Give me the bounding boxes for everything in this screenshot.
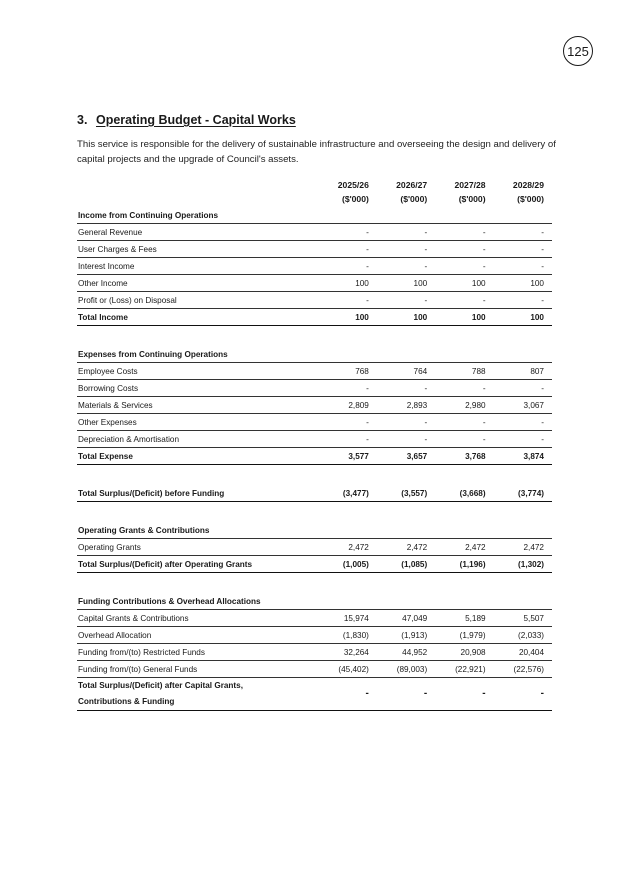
table-row [77,363,552,380]
year-header: 2026/27 [396,180,428,190]
total-label-line1: Total Surplus/(Deficit) after Capital Grants, [78,681,243,690]
row-value: - [377,414,435,431]
table-row [77,414,552,431]
total-value: 100 [494,309,552,326]
section-heading [77,113,296,127]
row-value: - [319,224,377,241]
year-header: 2027/28 [454,180,486,190]
total-row [77,678,552,711]
section-heading-row [77,207,552,224]
table-row [77,258,552,275]
row-label: Other Expenses [77,414,319,431]
row-value: - [494,414,552,431]
row-label: Capital Grants & Contributions [77,610,319,627]
row-value: - [377,380,435,397]
row-label: Funding from/(to) Restricted Funds [77,644,319,661]
table-row [77,644,552,661]
total-value: (3,668) [435,485,493,502]
total-label: Total Surplus/(Deficit) before Funding [77,485,319,502]
section-title: Operating Budget - Capital Works [96,113,296,127]
row-value: - [494,380,552,397]
row-value: 100 [494,275,552,292]
row-value: - [435,414,493,431]
row-value: 2,472 [319,539,377,556]
row-value: - [494,258,552,275]
total-value: (3,557) [377,485,435,502]
total-value: - [435,678,493,711]
row-value: - [377,258,435,275]
row-value: 2,893 [377,397,435,414]
total-row [77,556,552,573]
row-value: - [319,258,377,275]
unit-header: ($'000) [458,193,486,204]
total-value: 3,657 [377,448,435,465]
unit-header: ($'000) [400,193,428,204]
total-value: (1,196) [435,556,493,573]
row-value: - [494,431,552,448]
total-label: Total Income [77,309,319,326]
row-value: 5,189 [435,610,493,627]
total-row [77,485,552,502]
row-value: (22,921) [435,661,493,678]
table-row [77,661,552,678]
total-label-line2: Contributions & Funding [78,697,175,706]
row-value: - [377,241,435,258]
table-row [77,292,552,309]
row-value: - [435,292,493,309]
row-value: - [377,431,435,448]
section-number: 3. [77,113,88,127]
row-value: (1,830) [319,627,377,644]
total-label: Total Surplus/(Deficit) after Operating Grants [77,556,319,573]
row-label: Materials & Services [77,397,319,414]
row-label: Funding from/(to) General Funds [77,661,319,678]
row-value: - [319,431,377,448]
row-value: 100 [319,275,377,292]
row-value: (1,979) [435,627,493,644]
year-header: 2028/29 [512,180,544,190]
row-label: Operating Grants [77,539,319,556]
row-value: - [435,431,493,448]
table-row [77,610,552,627]
row-value: (1,913) [377,627,435,644]
year-header: 2025/26 [337,180,369,190]
total-value: 100 [435,309,493,326]
header-years-row [77,173,552,190]
table-row [77,627,552,644]
row-value: 807 [494,363,552,380]
expenses-heading: Expenses from Continuing Operations [77,346,552,363]
row-value: - [319,292,377,309]
section-heading-row [77,593,552,610]
row-value: 2,980 [435,397,493,414]
row-value: 20,404 [494,644,552,661]
budget-table [77,173,552,711]
total-value: - [377,678,435,711]
table-row [77,380,552,397]
total-value: - [494,678,552,711]
table-row [77,275,552,292]
row-value: - [377,292,435,309]
row-label: User Charges & Fees [77,241,319,258]
row-value: - [377,224,435,241]
row-value: 5,507 [494,610,552,627]
section-heading-row [77,346,552,363]
row-label: Employee Costs [77,363,319,380]
funding-heading: Funding Contributions & Overhead Allocations [77,593,552,610]
row-value: 3,067 [494,397,552,414]
row-value: 15,974 [319,610,377,627]
total-value: 3,768 [435,448,493,465]
total-label [77,678,319,711]
total-value: 3,577 [319,448,377,465]
total-value: - [319,678,377,711]
row-value: 2,472 [435,539,493,556]
row-value: 44,952 [377,644,435,661]
total-row [77,448,552,465]
row-value: - [494,241,552,258]
row-value: 2,809 [319,397,377,414]
total-value: 3,874 [494,448,552,465]
row-value: - [435,241,493,258]
row-label: Overhead Allocation [77,627,319,644]
total-value: 100 [319,309,377,326]
row-value: 788 [435,363,493,380]
row-value: 2,472 [494,539,552,556]
row-label: Borrowing Costs [77,380,319,397]
unit-header: ($'000) [341,193,369,204]
row-label: General Revenue [77,224,319,241]
row-value: - [319,414,377,431]
total-value: (1,085) [377,556,435,573]
row-value: (45,402) [319,661,377,678]
total-value: (1,302) [494,556,552,573]
row-value: - [435,258,493,275]
total-label: Total Expense [77,448,319,465]
row-value: (89,003) [377,661,435,678]
total-value: 100 [377,309,435,326]
header-units-row [77,190,552,207]
total-row [77,309,552,326]
section-heading-row [77,522,552,539]
row-value: (2,033) [494,627,552,644]
row-value: - [494,224,552,241]
income-heading: Income from Continuing Operations [77,207,552,224]
row-label: Depreciation & Amortisation [77,431,319,448]
table-row [77,397,552,414]
row-value: 764 [377,363,435,380]
unit-header: ($'000) [517,193,544,204]
row-value: 32,264 [319,644,377,661]
row-value: 20,908 [435,644,493,661]
row-value: - [435,380,493,397]
table-row [77,539,552,556]
row-value: - [494,292,552,309]
row-label: Interest Income [77,258,319,275]
row-value: - [435,224,493,241]
row-value: 768 [319,363,377,380]
total-value: (1,005) [319,556,377,573]
table-row [77,431,552,448]
row-label: Profit or (Loss) on Disposal [77,292,319,309]
page-number: 125 [563,36,593,66]
row-value: 47,049 [377,610,435,627]
row-value: - [319,380,377,397]
total-value: (3,477) [319,485,377,502]
table-row [77,224,552,241]
row-value: 2,472 [377,539,435,556]
total-value: (3,774) [494,485,552,502]
row-value: (22,576) [494,661,552,678]
table-row [77,241,552,258]
row-value: - [319,241,377,258]
row-value: 100 [435,275,493,292]
row-value: 100 [377,275,435,292]
grants-heading: Operating Grants & Contributions [77,522,552,539]
row-label: Other Income [77,275,319,292]
intro-paragraph: This service is responsible for the delivery of sustainable infrastructure and overseeing the design and delivery of capital projects and the upgrade of Council's assets. [77,139,556,165]
